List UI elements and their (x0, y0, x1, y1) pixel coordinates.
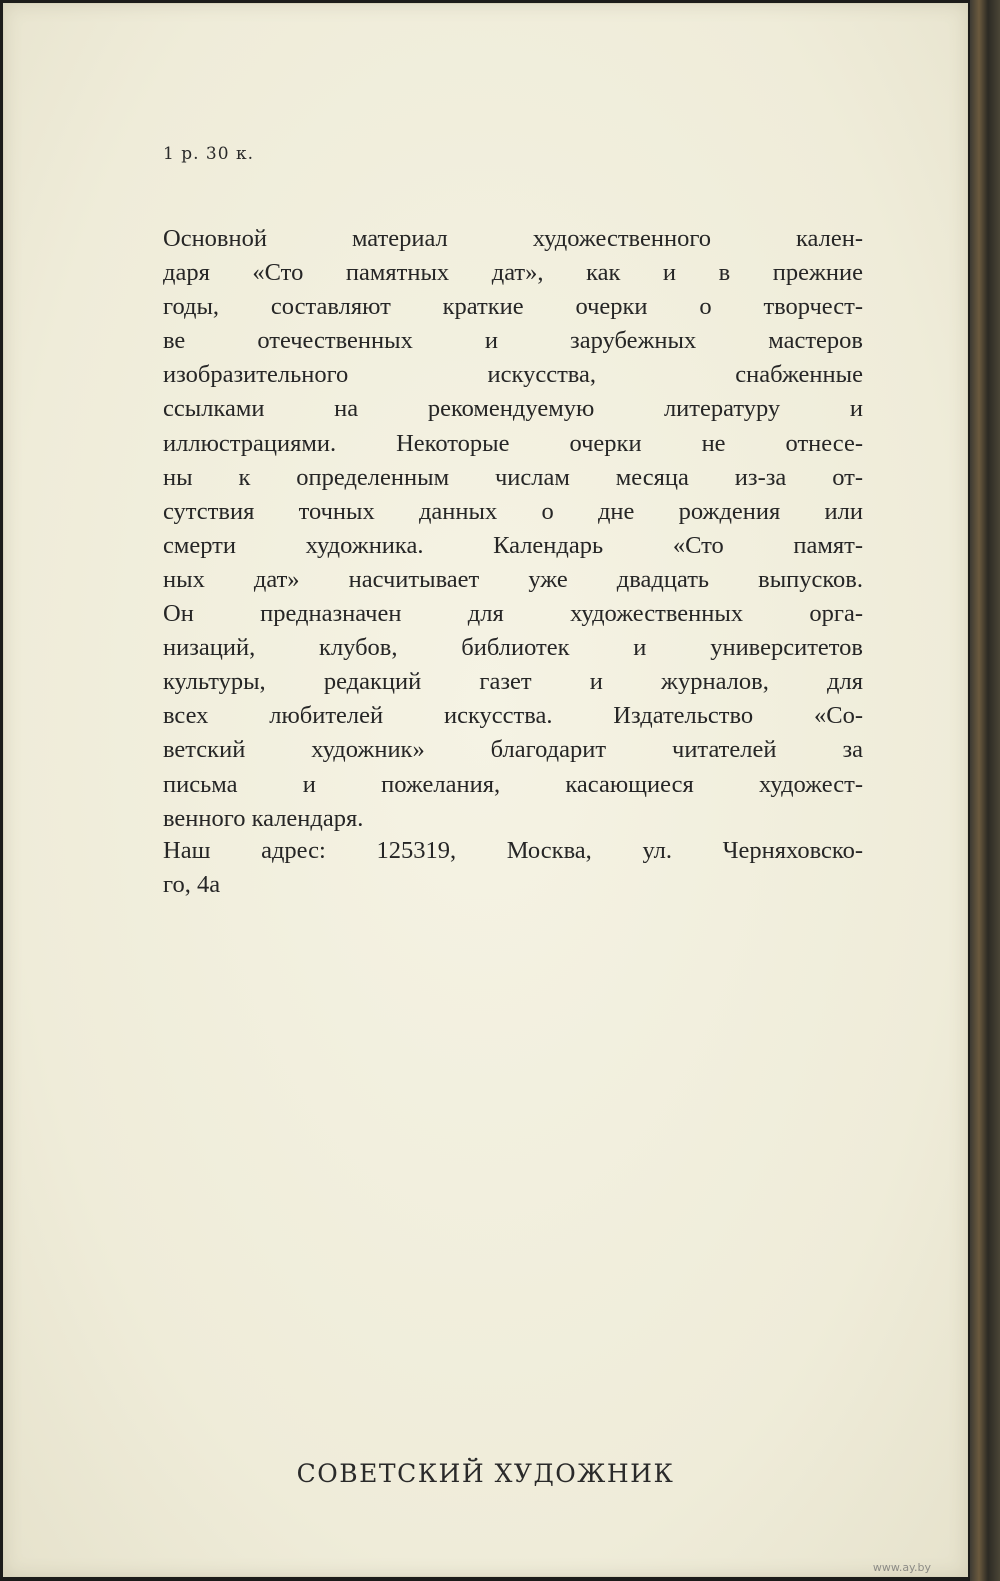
description-line: даря «Сто памятных дат», как и в прежние (163, 259, 863, 287)
description-line: низаций, клубов, библиотек и университетов (163, 634, 863, 662)
book-spine-edge (970, 0, 1000, 1581)
description-line: ных дат» насчитывает уже двадцать выпусков. (163, 565, 863, 593)
watermark: www.ay.by (872, 1561, 931, 1574)
address-line: го, 4а (163, 871, 221, 899)
description-line: культуры, редакций газет и журналов, для (163, 668, 863, 696)
description-line: ветский художник» благодарит читателей за (163, 736, 863, 764)
description-line: всех любителей искусства. Издательство «Со- (163, 702, 863, 730)
description-line: письма и пожелания, касающиеся художест- (163, 770, 863, 798)
description-line: изобразительного искусства, снабженные (163, 361, 863, 389)
description-text (163, 222, 863, 836)
description-line: смерти художника. Календарь «Сто памят- (163, 531, 863, 559)
price-label: 1 р. 30 к. (163, 144, 254, 164)
description-line: ссылками на рекомендуемую литературу и (163, 395, 863, 423)
address-line: Наш адрес: 125319, Москва, ул. Черняховско- (163, 837, 863, 864)
description-line: Основной материал художественного кален- (163, 225, 863, 252)
description-line: сутствия точных данных о дне рождения или (163, 497, 863, 525)
back-cover (3, 3, 968, 1577)
description-line: ве отечественных и зарубежных мастеров (163, 327, 863, 355)
description-line: Он предназначен для художественных орга- (163, 600, 863, 628)
description-line: годы, составляют краткие очерки о творчест- (163, 293, 863, 321)
description-line: ны к определенным числам месяца из-за от- (163, 463, 863, 491)
description-line: венного календаря. (163, 804, 364, 832)
description-line: иллюстрациями. Некоторые очерки не отнесе- (163, 429, 863, 457)
publisher-address (163, 834, 863, 902)
publisher-name: СОВЕТСКИЙ ХУДОЖНИК (296, 1459, 675, 1488)
